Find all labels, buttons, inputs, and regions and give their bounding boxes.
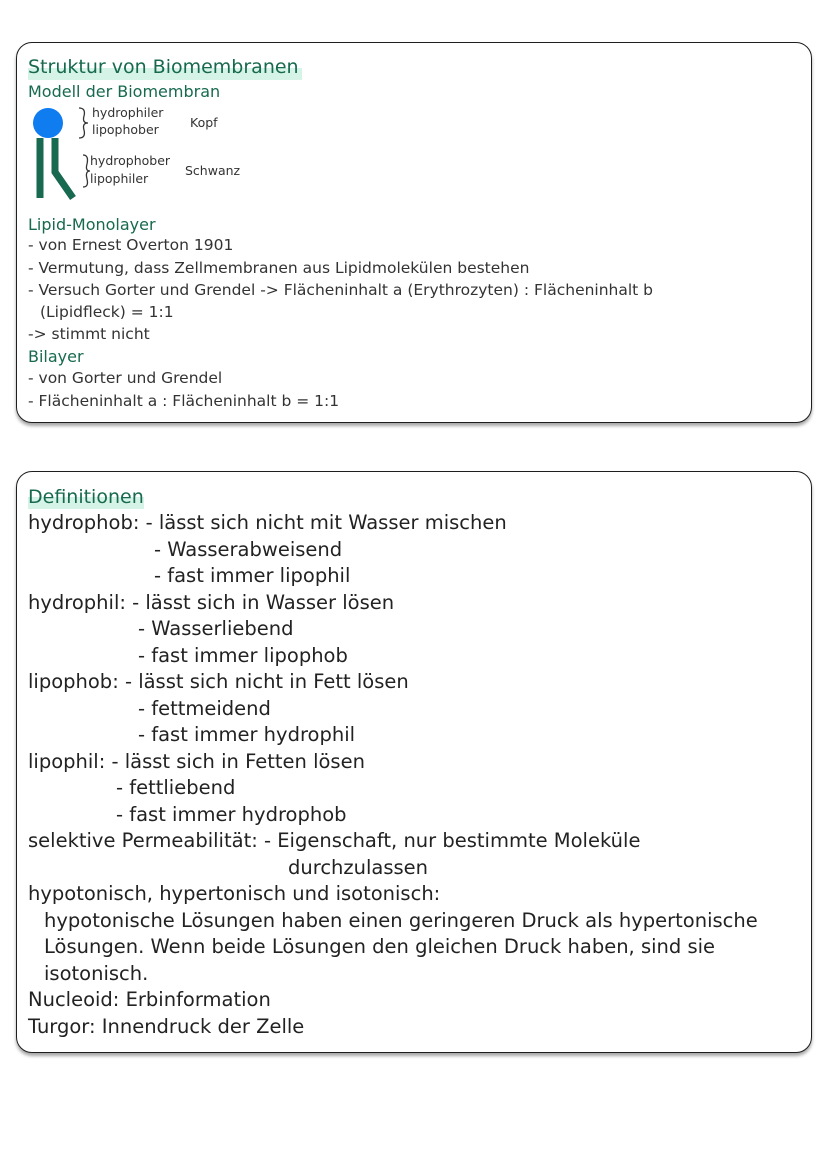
definition-line: lipophob: - lässt sich nicht in Fett lösen [28, 670, 409, 693]
definition-line: - fast immer hydrophob [116, 803, 347, 826]
tail-property-1: hydrophober [90, 153, 171, 168]
definition-line: durchzulassen [288, 856, 429, 879]
monolayer-line: -> stimmt nicht [28, 325, 150, 343]
head-property-2: lipophober [92, 122, 159, 137]
definition-line: - fast immer lipophil [154, 564, 351, 587]
lipid-tail-right-icon [55, 138, 73, 198]
definition-line: hydrophob: - lässt sich nicht mit Wasser mischen [28, 511, 507, 534]
definition-line: - fettmeidend [138, 697, 271, 720]
definition-line: - fast immer lipophob [138, 644, 348, 667]
card1-title: Struktur von Biomembranen [28, 56, 299, 78]
definition-line: selektive Permeabilität: - Eigenschaft, nur bestimmte Moleküle [28, 829, 641, 852]
definition-line: Turgor: Innendruck der Zelle [28, 1015, 305, 1038]
definition-line: Lösungen. Wenn beide Lösungen den gleichen Druck haben, sind sie [44, 935, 716, 958]
tail-label: Schwanz [185, 163, 241, 178]
definition-line: hypotonische Lösungen haben einen geringeren Druck als hypertonische [44, 909, 758, 932]
head-label: Kopf [190, 115, 218, 130]
definition-line: - Wasserliebend [138, 617, 294, 640]
tail-brace-icon [83, 155, 90, 187]
definition-line: - Wasserabweisend [154, 538, 343, 561]
definitions-title: Definitionen [28, 486, 144, 508]
model-subtitle: Modell der Biomembran [28, 82, 221, 101]
definition-line: - fettliebend [116, 776, 236, 799]
definition-line: hypotonisch, hypertonisch und isotonisch: [28, 882, 441, 905]
lipid-molecule-diagram [30, 104, 92, 204]
definition-line: lipophil: - lässt sich in Fetten lösen [28, 750, 365, 773]
head-property-1: hydrophiler [92, 105, 164, 120]
definition-line: - fast immer hydrophil [138, 723, 356, 746]
lipid-head-icon [33, 108, 63, 138]
head-brace-icon [79, 108, 88, 138]
bilayer-line: - von Gorter und Grendel [28, 369, 223, 387]
monolayer-line: (Lipidfleck) = 1:1 [40, 303, 174, 321]
monolayer-heading: Lipid-Monolayer [28, 215, 156, 234]
bilayer-heading: Bilayer [28, 347, 84, 366]
definition-line: hydrophil: - lässt sich in Wasser lösen [28, 591, 395, 614]
monolayer-line: - Vermutung, dass Zellmembranen aus Lipidmolekülen bestehen [28, 259, 530, 277]
bilayer-line: - Flächeninhalt a : Flächeninhalt b = 1:1 [28, 392, 340, 410]
tail-property-2: lipophiler [90, 171, 149, 186]
monolayer-line: - von Ernest Overton 1901 [28, 236, 234, 254]
definition-line: isotonisch. [44, 962, 149, 985]
definition-line: Nucleoid: Erbinformation [28, 988, 271, 1011]
monolayer-line: - Versuch Gorter und Grendel -> Flächeninhalt a (Erythrozyten) : Flächeninhalt b [28, 281, 654, 299]
